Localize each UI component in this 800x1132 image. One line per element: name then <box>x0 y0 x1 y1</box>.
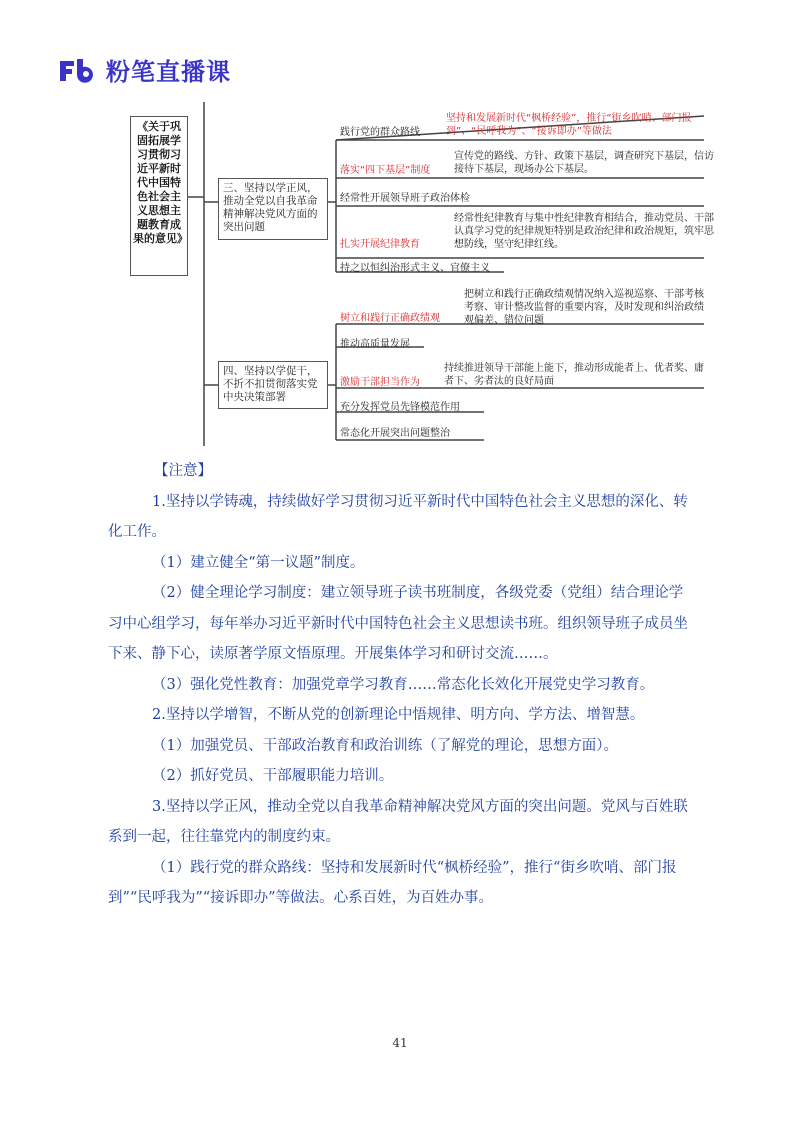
item-achievement-view-detail: 把树立和践行正确政绩观情况纳入巡视巡察、干部考核考察、审计整改监督的重要内容，及时发现和纠治政绩观偏差、错位问题 <box>464 289 704 326</box>
page-number: 41 <box>392 1036 408 1050</box>
notes-point-2: 2.坚持以学增智，不断从党的创新理论中悟规律、明方向、学方法、增智慧。 <box>152 707 645 723</box>
notes-point-3-1: （1）践行党的群众路线：坚持和发展新时代“枫桥经验”，推行“街乡吹哨、部门报到”“民呼我为”“接诉即办”等做法。心系百姓，为百姓办事。 <box>108 859 677 906</box>
notes-section <box>108 456 693 914</box>
notes-point-1-1: （1）建立健全“第一议题”制度。 <box>152 554 365 571</box>
item-vanguard: 充分发挥党员先锋模范作用 <box>340 402 460 413</box>
notes-point-2-2: （2）抓好党员、干部履职能力培训。 <box>152 768 394 784</box>
item-mass-line-detail: 坚持和发展新时代“枫桥经验”，推行“街乡吹哨、部门报到”、“民呼我为”、“接诉即办”等做法 <box>446 113 692 137</box>
item-four-down-label: 落实“四下基层”制度 <box>340 165 431 176</box>
fb-logo-icon <box>58 57 98 83</box>
notes-point-3: 3.坚持以学正风，推动全党以自我革命精神解决党风方面的突出问题。党风与百姓联系到一起，往往靠党内的制度约束。 <box>108 798 688 845</box>
mind-map-root: 《关于巩固拓展学习贯彻习近平新时代中国特色社会主义思想主题教育成果的意见》 <box>130 116 188 276</box>
notes-point-1: 1.坚持以学铸魂，持续做好学习贯彻习近平新时代中国特色社会主义思想的深化、转化工作。 <box>108 493 688 540</box>
item-discipline-edu-label: 扎实开展纪律教育 <box>340 239 420 250</box>
item-political-checkup: 经常性开展领导班子政治体检 <box>340 193 470 204</box>
item-motivate-cadres-label: 激励干部担当作为 <box>340 377 420 388</box>
item-rectification: 常态化开展突出问题整治 <box>340 428 450 439</box>
item-mass-line-label: 践行党的群众路线 <box>340 127 420 138</box>
branch-four-box: 四、坚持以学促干，不折不扣贯彻落实党中央决策部署 <box>218 361 328 409</box>
item-four-down-detail: 宣传党的路线、方针、政策下基层，调查研究下基层，信访接待下基层，现场办公下基层。 <box>454 151 714 175</box>
item-high-quality: 推动高质量发展 <box>340 339 410 350</box>
notes-point-1-2: （2）健全理论学习制度：建立领导班子读书班制度，各级党委（党组）结合理论学习中心组学习，每年举办习近平新时代中国特色社会主义思想读书班。组织领导班子成员坐下来、静下心，读原著学原文悟原理。开展集体学习和研讨交流……。 <box>108 585 688 662</box>
item-formalism: 持之以恒纠治形式主义、官僚主义 <box>340 263 490 274</box>
item-achievement-view-label: 树立和践行正确政绩观 <box>340 313 440 324</box>
brand-name: 粉笔直播课 <box>106 58 231 86</box>
brand-header <box>58 52 231 87</box>
item-motivate-cadres-detail: 持续推进领导干部能上能下，推动形成能者上、优者奖、庸者下、劣者汰的良好局面 <box>444 363 704 387</box>
item-discipline-edu-detail: 经常性纪律教育与集中性纪律教育相结合，推动党员、干部认真学习党的纪律规矩特别是政治纪律和政治规矩，筑牢思想防线，坚守纪律红线。 <box>454 213 714 250</box>
branch-three-box: 三、坚持以学正风，推动全党以自我革命精神解决党风方面的突出问题 <box>218 178 328 240</box>
mind-map <box>124 102 724 446</box>
notes-point-2-1: （1）加强党员、干部政治教育和政治训练（了解党的理论，思想方面）。 <box>152 737 618 754</box>
notes-heading: 【注意】 <box>154 463 212 479</box>
notes-point-1-3: （3）强化党性教育：加强党章学习教育……常态化长效化开展党史学习教育。 <box>152 676 655 693</box>
